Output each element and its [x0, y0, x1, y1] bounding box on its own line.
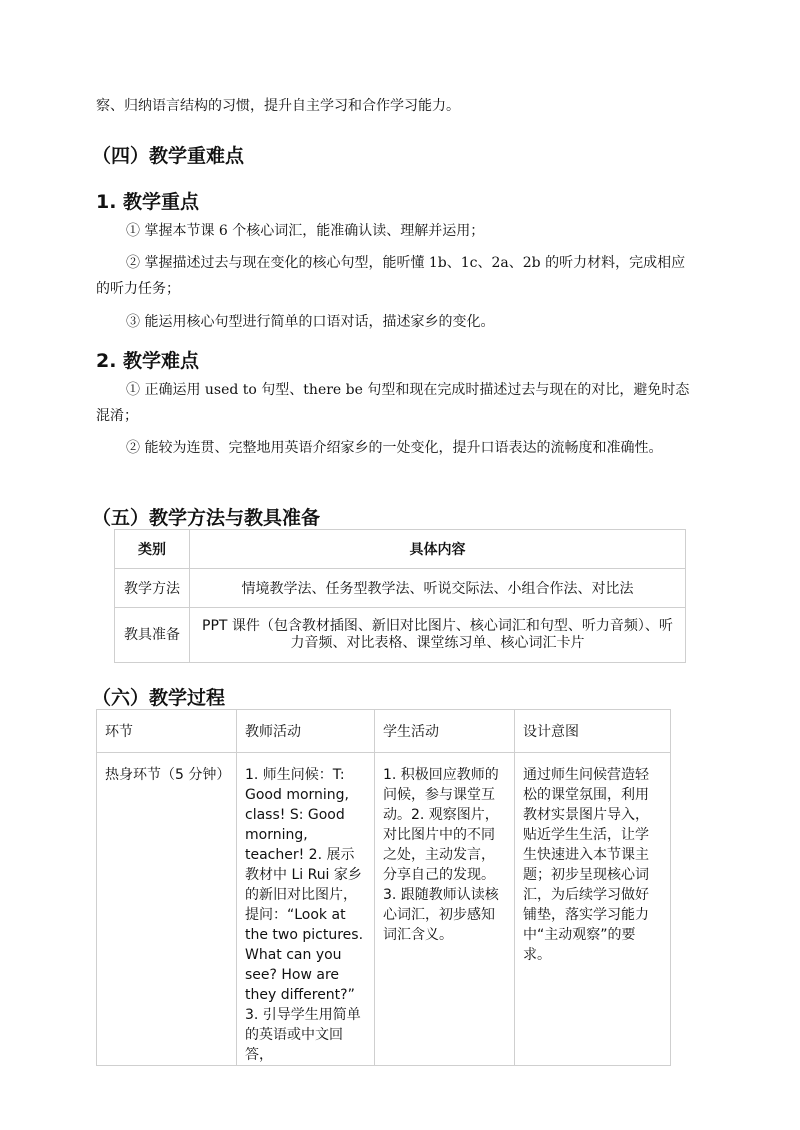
process-header-teacher: 教师活动: [237, 710, 375, 753]
methods-row-1-category: 教学方法: [115, 569, 190, 608]
methods-row-2-content: PPT 课件（包含教材插图、新旧对比图片、核心词汇和句型、听力音频）、听力音频、对比表格、课堂练习单、核心词汇卡片: [190, 608, 686, 663]
difficulty-item-1: ① 正确运用 used to 句型、there be 句型和现在完成时描述过去与现在的对比，避免时态混淆；: [96, 382, 690, 424]
focus-title: 1. 教学重点: [96, 191, 200, 213]
intro-line: 察、归纳语言结构的习惯，提升自主学习和合作学习能力。: [96, 98, 460, 114]
focus-list: [96, 215, 690, 338]
section-6-title: （六）教学过程: [92, 687, 226, 709]
difficulty-item-2: ② 能较为连贯、完整地用英语介绍家乡的一处变化，提升口语表达的流畅度和准确性。: [126, 440, 663, 456]
process-row-1-teacher: 1. 师生问候：T: Good morning, class! S: Good morning, teacher! 2. 展示教材中 Li Rui 家乡的新旧对比图片，提问：“Look at the two pictures. What can you see? How are they different?” 3. 引导学生用简单的英语或中文回答，: [237, 753, 375, 1066]
difficulty-list: [96, 377, 690, 461]
process-table: [96, 709, 671, 1066]
methods-row-1-content: 情境教学法、任务型教学法、听说交际法、小组合作法、对比法: [190, 569, 686, 608]
methods-table: [114, 529, 686, 663]
focus-item-3: ③ 能运用核心句型进行简单的口语对话，描述家乡的变化。: [126, 314, 495, 330]
focus-item-1: ① 掌握本节课 6 个核心词汇，能准确认读、理解并运用；: [126, 223, 485, 239]
methods-header-category: 类别: [115, 530, 190, 569]
process-row-1-intent: 通过师生问候营造轻松的课堂氛围，利用教材实景图片导入，贴近学生生活，让学生快速进入本节课主题；初步呈现核心词汇，为后续学习做好铺垫，落实学习能力中“主动观察”的要求。: [515, 753, 671, 1066]
process-row-1-stage: 热身环节（5 分钟）: [97, 753, 237, 1066]
difficulty-title: 2. 教学难点: [96, 350, 200, 372]
methods-row-2-category: 教具准备: [115, 608, 190, 663]
process-row-1-student: 1. 积极回应教师的问候，参与课堂互动。2. 观察图片，对比图片中的不同之处，主动发言，分享自己的发现。3. 跟随教师认读核心词汇，初步感知词汇含义。: [375, 753, 515, 1066]
process-header-stage: 环节: [97, 710, 237, 753]
section-4-title: （四）教学重难点: [92, 145, 245, 167]
process-header-student: 学生活动: [375, 710, 515, 753]
methods-header-content: 具体内容: [190, 530, 686, 569]
focus-item-2: ② 掌握描述过去与现在变化的核心句型，能听懂 1b、1c、2a、2b 的听力材料，完成相应的听力任务；: [96, 255, 686, 297]
section-5-title: （五）教学方法与教具准备: [92, 507, 321, 529]
process-header-intent: 设计意图: [515, 710, 671, 753]
